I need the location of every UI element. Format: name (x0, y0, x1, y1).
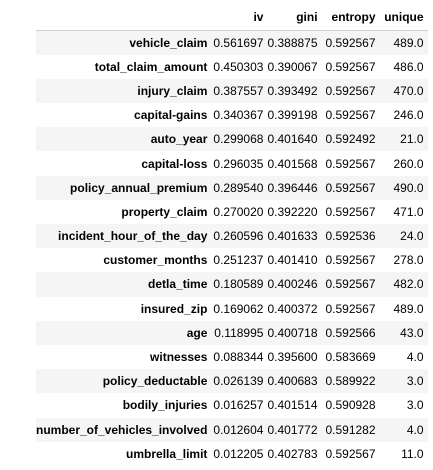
table-row (36, 369, 428, 393)
table-row (36, 127, 428, 151)
cell-entropy: 0.592567 (325, 59, 376, 74)
cell-entropy: 0.592567 (325, 83, 376, 98)
row-index-label: number_of_vehicles_involved (36, 422, 208, 437)
cell-entropy: 0.589922 (325, 374, 376, 389)
cell-gini: 0.401410 (267, 253, 318, 268)
table-row (36, 200, 428, 224)
cell-entropy: 0.592566 (325, 325, 376, 340)
cell-iv: 0.118995 (214, 325, 264, 340)
row-index-label: vehicle_claim (129, 35, 208, 50)
cell-iv: 0.012604 (213, 422, 264, 437)
cell-gini: 0.393492 (267, 83, 318, 98)
cell-gini: 0.401633 (267, 229, 318, 244)
row-index-label: bodily_injuries (122, 398, 208, 413)
cell-iv: 0.251237 (213, 253, 264, 268)
column-header: iv (213, 4, 267, 31)
table-row (36, 151, 428, 175)
cell-entropy: 0.592567 (325, 180, 376, 195)
cell-entropy: 0.592567 (325, 253, 376, 268)
cell-entropy: 0.592567 (325, 156, 376, 171)
table-row (36, 103, 428, 127)
cell-unique: 486.0 (393, 59, 424, 74)
column-header: gini (267, 4, 321, 31)
cell-unique: 470.0 (393, 83, 424, 98)
cell-unique: 260.0 (393, 156, 424, 171)
cell-entropy: 0.590928 (325, 398, 376, 413)
cell-iv: 0.561697 (213, 35, 264, 50)
cell-iv: 0.026139 (213, 374, 264, 389)
cell-unique: 278.0 (393, 253, 424, 268)
cell-gini: 0.390067 (267, 59, 318, 74)
cell-gini: 0.400246 (267, 277, 318, 292)
row-index-label: policy_annual_premium (70, 180, 208, 195)
cell-entropy: 0.592536 (325, 229, 376, 244)
cell-gini: 0.395600 (267, 350, 318, 365)
cell-entropy: 0.592567 (325, 108, 376, 123)
table-row (36, 176, 428, 200)
table-row (36, 79, 428, 103)
cell-entropy: 0.592567 (325, 35, 376, 50)
cell-unique: 490.0 (393, 180, 424, 195)
cell-unique: 21.0 (400, 132, 424, 147)
table-row (36, 321, 428, 345)
table-row (36, 224, 428, 248)
cell-unique: 43.0 (400, 325, 424, 340)
cell-unique: 3.0 (406, 398, 424, 413)
column-header: unique (380, 4, 428, 31)
cell-gini: 0.396446 (267, 180, 318, 195)
cell-entropy: 0.592567 (325, 204, 376, 219)
table-row (36, 442, 428, 466)
row-index-label: injury_claim (137, 83, 208, 98)
cell-entropy: 0.592567 (325, 277, 376, 292)
row-index-label: property_claim (121, 204, 208, 219)
table-row (36, 297, 428, 321)
row-index-label: age (186, 325, 208, 340)
cell-iv: 0.012205 (213, 446, 264, 461)
cell-gini: 0.400683 (267, 374, 318, 389)
cell-iv: 0.016257 (213, 398, 264, 413)
dataframe-table (36, 4, 428, 466)
table-row (36, 55, 428, 79)
cell-unique: 11.0 (401, 446, 424, 461)
cell-unique: 489.0 (393, 301, 424, 316)
cell-gini: 0.401514 (267, 398, 318, 413)
cell-unique: 489.0 (393, 35, 424, 50)
cell-iv: 0.289540 (213, 180, 264, 195)
cell-gini: 0.401772 (267, 422, 318, 437)
cell-entropy: 0.592567 (325, 446, 376, 461)
row-index-label: capital-loss (141, 156, 208, 171)
cell-gini: 0.400718 (267, 325, 318, 340)
table-body (36, 31, 428, 466)
table-row (36, 393, 428, 417)
cell-iv: 0.260596 (213, 229, 264, 244)
table-row (36, 272, 428, 296)
cell-unique: 471.0 (393, 204, 424, 219)
cell-gini: 0.399198 (267, 108, 318, 123)
row-index-label: insured_zip (140, 301, 208, 316)
cell-gini: 0.402783 (267, 446, 318, 461)
table-row (36, 248, 428, 272)
row-index-label: auto_year (150, 132, 208, 147)
row-index-label: capital-gains (134, 108, 208, 123)
cell-unique: 482.0 (393, 277, 424, 292)
cell-entropy: 0.592567 (325, 301, 376, 316)
column-header: entropy (322, 4, 380, 31)
row-index-label: customer_months (103, 253, 208, 268)
cell-gini: 0.401640 (267, 132, 318, 147)
cell-unique: 4.0 (406, 422, 424, 437)
row-index-label: detla_time (148, 277, 208, 292)
cell-entropy: 0.592492 (325, 132, 376, 147)
cell-unique: 3.0 (406, 374, 424, 389)
table-row (36, 418, 428, 442)
cell-unique: 246.0 (393, 108, 424, 123)
row-index-label: policy_deductable (102, 374, 208, 389)
table-row (36, 31, 428, 55)
cell-iv: 0.270020 (213, 204, 264, 219)
cell-gini: 0.400372 (267, 301, 318, 316)
cell-entropy: 0.591282 (325, 422, 376, 437)
table-row (36, 345, 428, 369)
cell-unique: 4.0 (406, 350, 424, 365)
row-index-label: witnesses (150, 350, 208, 365)
row-index-label: total_claim_amount (94, 59, 208, 74)
row-index-label: umbrella_limit (126, 446, 208, 461)
index-header (36, 4, 213, 31)
cell-iv: 0.340367 (213, 108, 264, 123)
cell-iv: 0.450303 (213, 59, 264, 74)
cell-iv: 0.169062 (213, 301, 264, 316)
cell-gini: 0.392220 (267, 204, 318, 219)
cell-iv: 0.296035 (213, 156, 264, 171)
cell-gini: 0.388875 (267, 35, 318, 50)
row-index-label: incident_hour_of_the_day (58, 229, 208, 244)
cell-iv: 0.387557 (213, 83, 264, 98)
cell-iv: 0.088344 (213, 350, 264, 365)
cell-iv: 0.299068 (213, 132, 264, 147)
header-row (36, 4, 428, 31)
cell-iv: 0.180589 (213, 277, 264, 292)
cell-entropy: 0.583669 (325, 350, 376, 365)
cell-unique: 24.0 (400, 229, 424, 244)
cell-gini: 0.401568 (267, 156, 318, 171)
